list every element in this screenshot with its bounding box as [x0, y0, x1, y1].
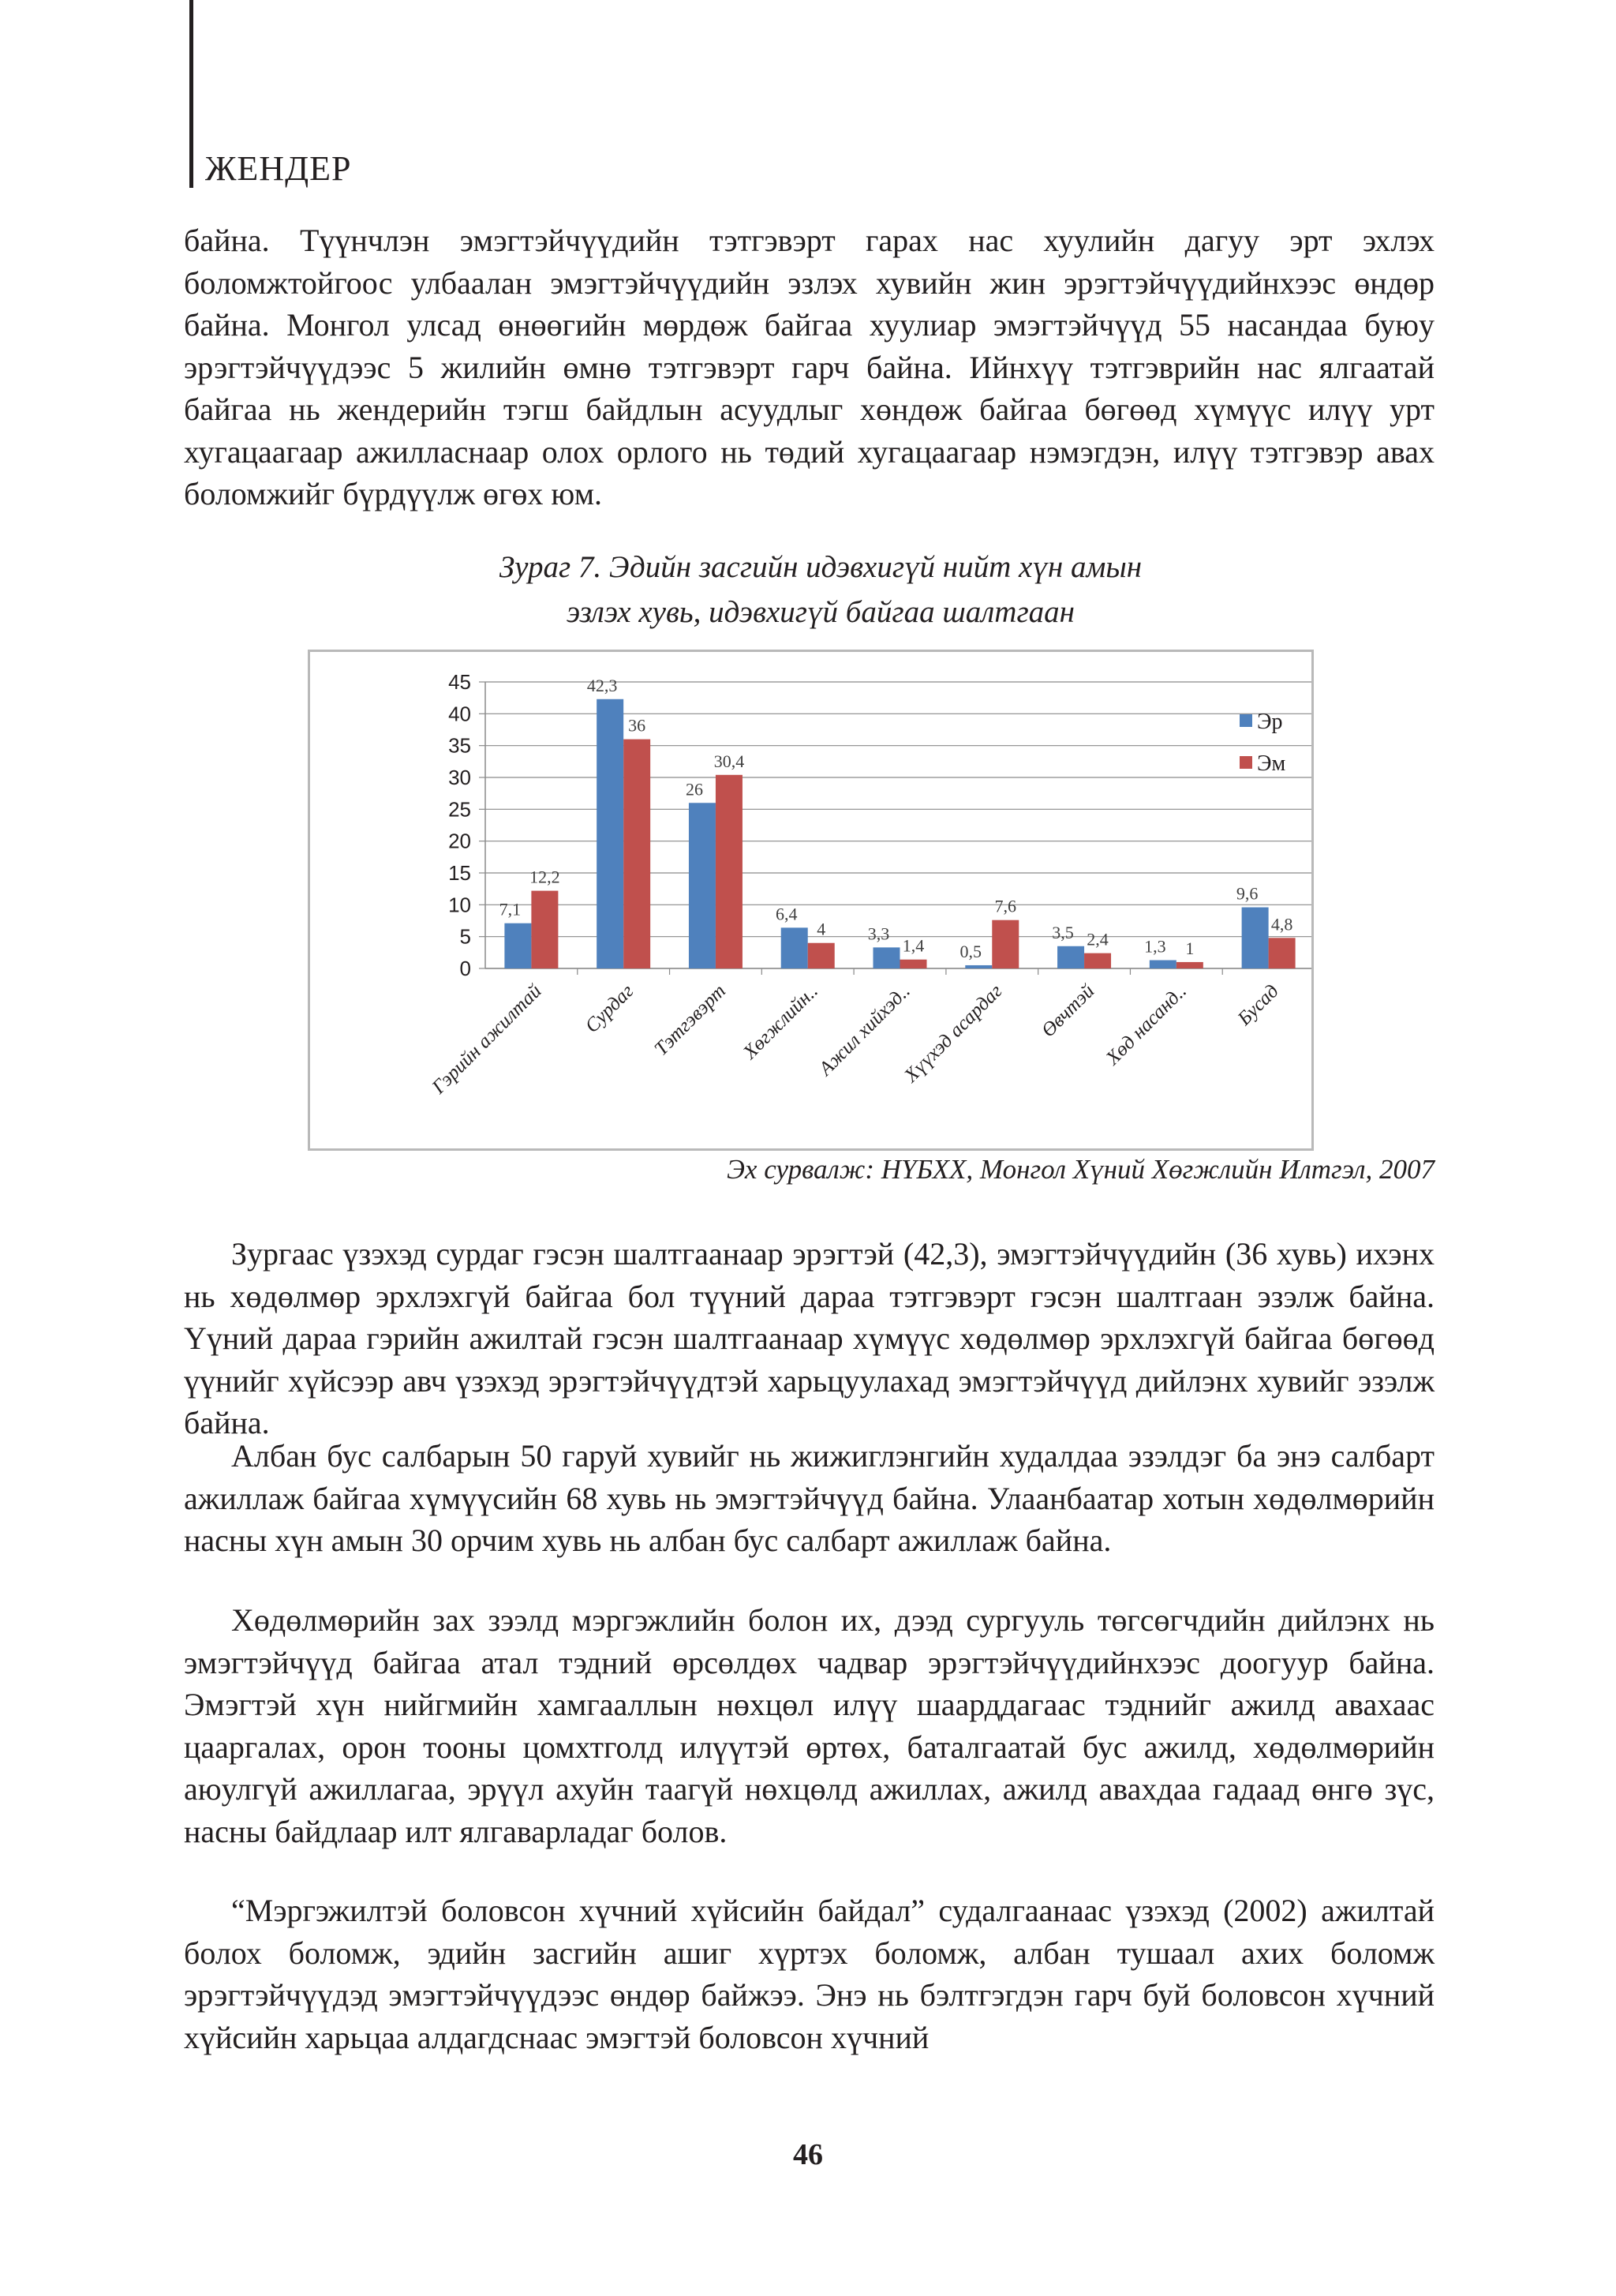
data-label: 7,1: [499, 899, 522, 920]
body-paragraph: Хөдөлмөрийн зах зээлд мэргэжлийн болон их, дээд сургууль төгсөгчдийн дийлэнх нь эмэгтэйчүүд байгаа атал тэдний өрсөлдөх чадвар эрэгтэйчүүдийнхээс доогуур байна. Эмэгтэй хүн нийгмийн хамгааллын нөхцөл илүү шаарддагаас тэднийг ажилд авахаас цааргалах, орон тооны цомхтголд илүүтэй өртөх, баталгаатай бус ажилд, хөдөлмөрийн аюулгүй ажиллагаа, эрүүл ахуйн таагүй нөхцөлд ажиллах, ажилд авахдаа гадаад өнгө зүс, насны байдлаар илт ялгаварладаг болов.: [184, 1602, 1435, 1849]
bar-em: [1176, 962, 1203, 968]
bar-er: [1150, 961, 1176, 968]
bar-er: [781, 927, 808, 968]
data-label: 1: [1185, 938, 1195, 958]
body-paragraph: “Мэргэжилтэй боловсон хүчний хүйсийн байдал” судалгаанаас үзэхэд (2002) ажилтай болох боломж, эдийн засгийн ашиг хүртэх боломж, албан тушаал ахих боломж эрэгтэйчүүдэд эмэгтэйчүүдээс өндөр байжээ. Энэ нь бэлтгэгдэн гарч буй боловсон хүчний хүйсийн харьцаа алдагдснаас эмэгтэй боловсон хүчний: [184, 1893, 1435, 2055]
legend-swatch-em: [1240, 756, 1252, 769]
x-category-label: Хөд насанд..: [1102, 980, 1191, 1069]
body-paragraph: Зургаас үзэхэд сурдаг гэсэн шалтгаанаар эрэгтэй (42,3), эмэгтэйчүүдийн (36 хувь) ихэнх нь хөдөлмөр эрхлэхгүй байгаа бол түүний дараа тэтгэвэрт гэсэн шалтгаан эзэлж байна. Үүний дараа гэрийн ажилтай гэсэн шалтгаанаар хүмүүс хөдөлмөр эрхлэхгүй байгаа бөгөөд үүнийг хүйсээр авч үзэхэд эрэгтэйчүүдтэй харьцуулахад эмэгтэйчүүд дийлэнх хувийг эзэлж байна.: [184, 1236, 1435, 1440]
bar-er: [965, 965, 992, 968]
bar-er: [873, 947, 900, 968]
x-category-label: Бусад: [1233, 980, 1283, 1030]
x-category-label: Сурдаг: [581, 980, 638, 1037]
data-label: 2,4: [1087, 929, 1109, 949]
bar-em: [716, 775, 743, 968]
y-tick-label: 10: [448, 893, 471, 917]
y-tick-label: 0: [459, 957, 471, 980]
legend-label: Эм: [1257, 751, 1286, 776]
page-number: 46: [793, 2138, 823, 2171]
figure-caption-line: Зураг 7. Эдийн засгийн идэвхигүй нийт хүн амын: [499, 550, 1143, 584]
bar-er: [597, 699, 623, 968]
data-label: 36: [628, 715, 646, 736]
data-label: 9,6: [1236, 883, 1259, 904]
y-tick-label: 25: [448, 797, 471, 822]
data-label: 0,5: [960, 941, 982, 961]
body-paragraph: Албан бус салбарын 50 гаруй хувийг нь жижиглэнгийн худалдаа эзэлдэг ба энэ салбарт ажиллаж байгаа хүмүүсийн 68 хувь нь эмэгтэйчүүд байна. Улаанбаатар хотын хөдөлмөрийн насны хүн амын 30 орчим хувь нь албан бус салбарт ажиллаж байна.: [184, 1438, 1435, 1558]
bar-er: [504, 923, 531, 968]
y-tick-label: 30: [448, 766, 471, 789]
bar-er: [1242, 908, 1269, 968]
data-label: 3,5: [1052, 922, 1074, 942]
data-label: 3,3: [867, 923, 890, 944]
bar-em: [1269, 938, 1296, 968]
data-label: 4,8: [1270, 914, 1293, 935]
bar-em: [1084, 953, 1111, 968]
bar-er: [1057, 946, 1084, 968]
bar-er: [689, 803, 716, 968]
chart-frame: [308, 650, 1314, 1151]
data-label: 4: [817, 919, 826, 939]
y-tick-label: 45: [448, 670, 471, 694]
x-category-label: Хөгжлийн..: [739, 980, 822, 1064]
data-label: 6,4: [775, 904, 798, 924]
body-paragraph: байна. Түүнчлэн эмэгтэйчүүдийн тэтгэвэрт гарах нас хуулийн дагуу эрт эхлэх боломжтойгоос улбаалан эмэгтэйчүүдийн эзлэх хувийн жин эрэгтэйчүүдийнхээс өндөр байна. Монгол улсад өнөөгийн мөрдөж байгаа хуулиар эмэгтэйчүүд 55 насандаа буюу эрэгтэйчүүдээс 5 жилийн өмнө тэтгэвэрт гарч байна. Ийнхүү тэтгэврийн нас ялгаатай байгаа нь жендерийн тэгш байдлын асуудлыг хөндөж байгаа бөгөөд хүмүүс илүү урт хугацаагаар ажилласнаар олох орлого нь төдий хугацаагаар нэмэгдэн, илүү тэтгэвэр авах боломжийг бүрдүүлж өгөх юм.: [184, 223, 1435, 511]
margin-rule: [189, 0, 193, 188]
figure-source: Эх сурвалж: НҮБХХ, Монгол Хүний Хөгжлийн Илтгэл, 2007: [727, 1154, 1435, 1185]
bar-em: [623, 740, 650, 968]
y-tick-label: 35: [448, 733, 471, 758]
bar-em: [900, 960, 927, 968]
x-category-label: Ажил хийхэд..: [814, 980, 915, 1080]
y-tick-label: 15: [448, 861, 471, 885]
x-category-label: Өвчтэй: [1037, 980, 1099, 1042]
bar-chart: [310, 652, 1311, 1148]
bar-em: [992, 920, 1019, 968]
data-label: 7,6: [994, 896, 1017, 916]
data-label: 42,3: [586, 675, 618, 695]
x-category-label: Тэтгэвэрт: [650, 980, 731, 1060]
legend-label: Эр: [1257, 710, 1283, 734]
legend-swatch-er: [1240, 714, 1252, 727]
x-category-label: Гэрийн ажилтай: [428, 980, 546, 1099]
y-tick-label: 5: [459, 924, 471, 949]
figure-caption: [347, 545, 1294, 635]
data-label: 1,4: [902, 935, 925, 956]
y-tick-label: 40: [448, 702, 471, 726]
bar-em: [808, 943, 835, 968]
data-label: 1,3: [1144, 936, 1166, 957]
bar-em: [531, 891, 558, 968]
data-label: 12,2: [529, 867, 560, 887]
section-header: ЖЕНДЕР: [205, 149, 352, 188]
data-label: 30,4: [713, 751, 745, 771]
x-category-label: Хүүхэд асардаг: [900, 980, 1007, 1087]
data-label: 26: [685, 779, 703, 800]
y-tick-label: 20: [448, 829, 471, 853]
figure-caption-line: эзлэх хувь, идэвхигүй байгаа шалтгаан: [566, 595, 1075, 629]
